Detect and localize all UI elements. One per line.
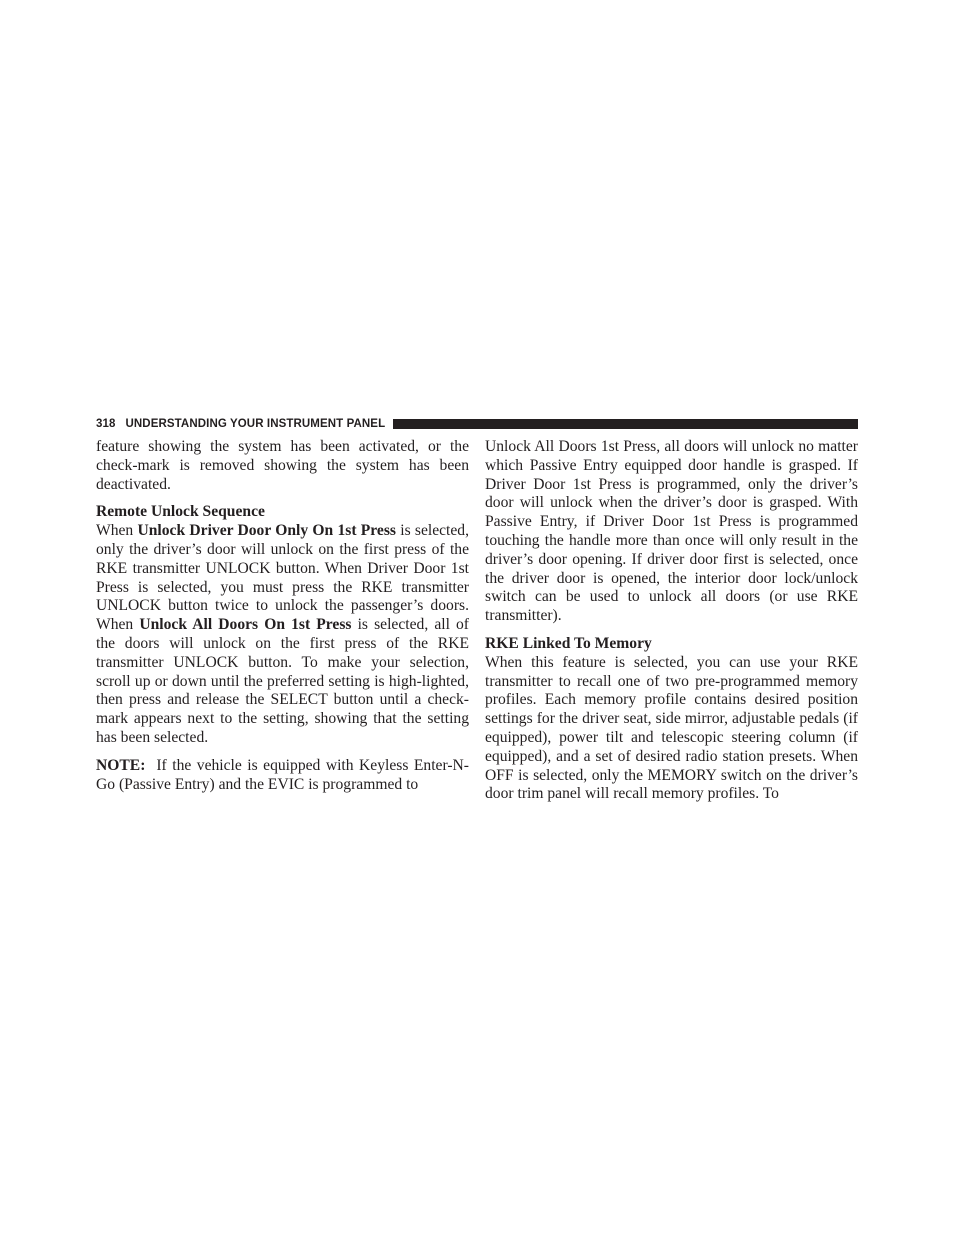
- rke-linked-heading: RKE Linked To Memory: [485, 634, 652, 652]
- remote-unlock-paragraph: [96, 522, 469, 748]
- note-text: If the vehicle is equipped with Keyless Enter-N-Go (Passive Entry) and the EVIC is programmed to: [96, 756, 469, 793]
- body-text: is selected, all of the doors will unlock on the first press of the RKE transmitter UNLOCK button. To make your selection, scroll up or down until the preferred setting is high-lighted, then press and release the SELECT button until a check-mark appears next to the setting, showing that the setting has been selected.: [96, 616, 469, 746]
- option-unlock-driver-door: Unlock Driver Door Only On 1st Press: [137, 522, 396, 540]
- page-number: 318: [96, 418, 116, 430]
- section-title: UNDERSTANDING YOUR INSTRUMENT PANEL: [125, 418, 386, 430]
- rke-linked-paragraph: When this feature is selected, you can use your RKE transmitter to recall one of two pre-programmed memory profiles. Each memory profile contains desired position settings for the driver seat, side mirror, adjustable pedals (if equipped), power tilt and telescopic steering column (if equipped), and a set of desired radio station presets. When OFF is selected, only the MEMORY switch on the driver’s door trim panel will recall memory profiles. To: [485, 653, 858, 803]
- body-text: is selected, only the driver’s door will unlock on the first press of the RKE transmitter UNLOCK button. When Driver Door 1st Press is selected, you must press the RKE transmitter UNLOCK button twice to unlock the passenger’s doors. When: [96, 522, 470, 634]
- right-column: [485, 438, 858, 804]
- body-text: When: [96, 522, 138, 540]
- note-continued-paragraph: Unlock All Doors 1st Press, all doors will unlock no matter which Passive Entry equipped door handle is grasped. If Driver Door 1st Press is programmed, only the driver’s door will unlock when the driver’s door is grasped. With Passive Entry, if Driver Door 1st Press is programmed touching the handle more than once will only result in the driver’s door opening. If driver door first is selected, once the driver door is opened, the interior door lock/unlock switch can be used to unlock all doors (or use RKE transmitter).: [485, 438, 858, 625]
- header-rule: [393, 419, 858, 429]
- left-column: [96, 438, 469, 794]
- intro-paragraph: feature showing the system has been activated, or the check-mark is removed showing the system has been deactivated.: [96, 438, 469, 493]
- remote-unlock-heading: Remote Unlock Sequence: [96, 503, 265, 521]
- note-paragraph: [96, 757, 469, 795]
- note-label: NOTE:: [96, 756, 146, 774]
- page-header: [96, 417, 858, 431]
- option-unlock-all-doors: Unlock All Doors On 1st Press: [139, 616, 352, 634]
